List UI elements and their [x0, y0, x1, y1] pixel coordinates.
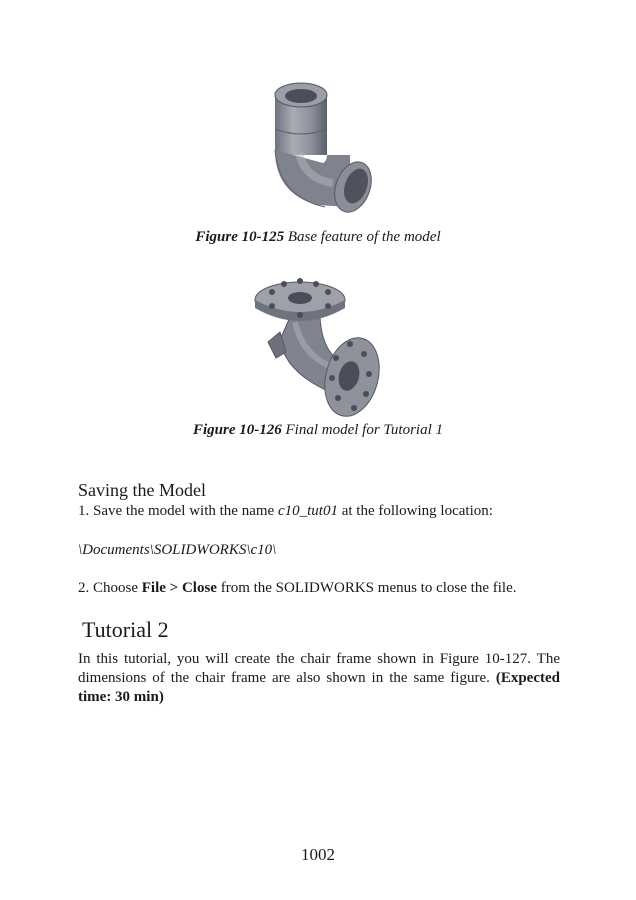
tutorial-intro — [78, 650, 560, 707]
section-heading-saving: Saving the Model — [78, 480, 206, 500]
save-path — [78, 541, 560, 560]
page-number: 1002 — [301, 845, 335, 864]
figure-caption-text: Final model for Tutorial 1 — [285, 422, 444, 438]
step-2 — [78, 579, 560, 598]
figure-10-125-caption — [0, 229, 636, 246]
step-2-suffix: from the SOLIDWORKS menus to close the file. — [216, 580, 517, 596]
figure-10-126-caption — [0, 422, 636, 439]
step-1-suffix: at the following location: — [337, 503, 493, 519]
figure-10-126-image — [250, 262, 390, 422]
step-2-prefix: 2. Choose — [78, 580, 142, 596]
expected-time: (Expected time: 30 min) — [78, 670, 560, 705]
filename: c10_tut01 — [277, 503, 338, 519]
tutorial-heading: Tutorial 2 — [82, 617, 169, 642]
path-text: \Documents\SOLIDWORKS\c10\ — [78, 542, 277, 558]
tutorial-body: In this tutorial, you will create the chair frame shown in Figure 10-127. The dimensions of the chair frame are also shown in the same figure. — [78, 651, 560, 686]
figure-10-125-image — [255, 75, 385, 230]
figure-label: Figure 10-125 — [195, 229, 285, 245]
step-1 — [78, 502, 560, 521]
figure-label: Figure 10-126 — [192, 422, 282, 438]
step-1-prefix: 1. Save the model with the name — [78, 503, 278, 519]
figure-caption-text: Base feature of the model — [287, 229, 441, 245]
menu-command: File > Close — [141, 580, 217, 596]
